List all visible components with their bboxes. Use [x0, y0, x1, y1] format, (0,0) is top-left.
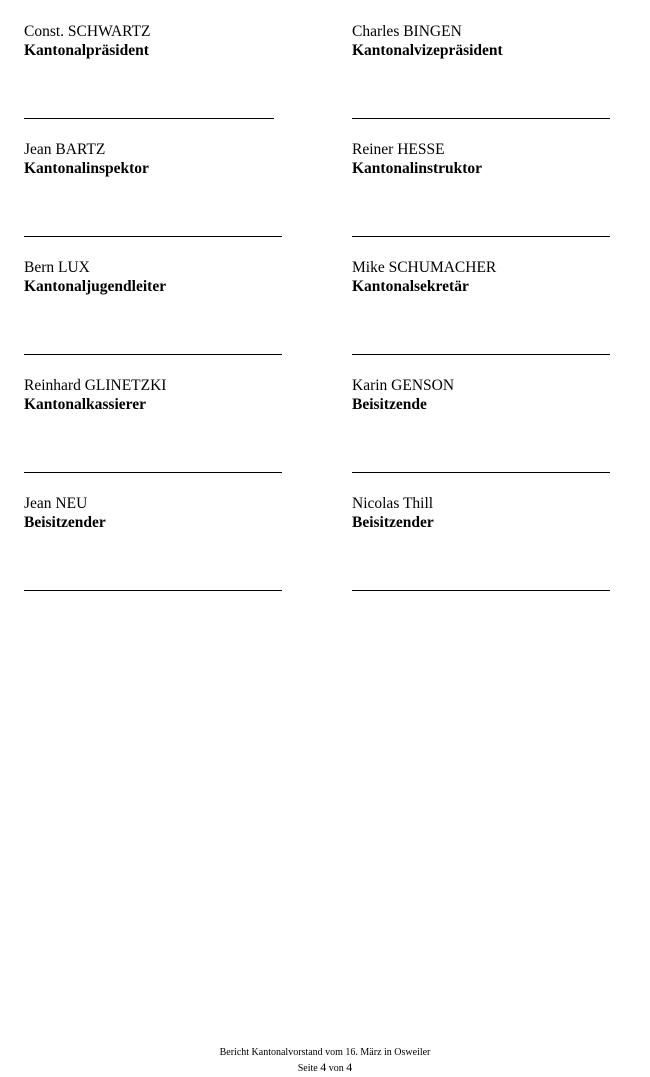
signatory-name: Reiner HESSE [352, 141, 445, 158]
signatory-block [352, 22, 622, 61]
signatory-block [24, 376, 294, 415]
signatory-role: Beisitzende [352, 396, 427, 413]
footer-report-title: Bericht Kantonalvorstand vom 16. März in Osweiler [219, 1047, 431, 1058]
signature-line [24, 236, 282, 237]
signatory-role: Beisitzender [24, 514, 106, 531]
signatory-role: Kantonalkassierer [24, 396, 146, 413]
signature-line [24, 590, 282, 591]
signature-line [24, 118, 274, 119]
signatory-role: Kantonalpräsident [24, 42, 149, 59]
signatory-role: Kantonaljugendleiter [24, 278, 167, 295]
signatory-name: Jean NEU [24, 495, 88, 512]
signatory-name: Karin GENSON [352, 377, 455, 394]
signatory-role: Beisitzender [352, 514, 434, 531]
signature-line [352, 354, 610, 355]
page-of-label: von [328, 1063, 344, 1074]
signatory-name: Charles BINGEN [352, 23, 462, 40]
signature-line [24, 472, 282, 473]
signature-line [352, 236, 610, 237]
signatory-name: Nicolas Thill [352, 495, 434, 512]
signature-line [352, 590, 610, 591]
page-current: 4 [320, 1060, 327, 1074]
signatory-name: Jean BARTZ [24, 141, 106, 158]
signature-line [352, 472, 610, 473]
signatory-block [24, 140, 294, 179]
signatory-name: Bern LUX [24, 259, 90, 276]
signatory-role: Kantonalinspektor [24, 160, 149, 177]
signatory-role: Kantonalsekretär [352, 278, 469, 295]
signatory-block [24, 258, 294, 297]
signature-line [24, 354, 282, 355]
signatory-name: Reinhard GLINETZKI [24, 377, 167, 394]
signatory-role: Kantonalinstruktor [352, 160, 483, 177]
signatory-name: Mike SCHUMACHER [352, 259, 497, 276]
signatory-block [24, 22, 294, 61]
page-indicator [0, 1060, 650, 1076]
signatory-block [352, 258, 622, 297]
signatory-block [352, 140, 622, 179]
page-total: 4 [346, 1060, 353, 1074]
page-label: Seite [297, 1063, 318, 1074]
signatory-role: Kantonalvizepräsident [352, 42, 503, 59]
signature-line [352, 118, 610, 119]
page-footer [0, 1046, 650, 1076]
signatory-block [24, 494, 294, 533]
signatory-block [352, 376, 622, 415]
signatory-name: Const. SCHWARTZ [24, 23, 151, 40]
signatory-block [352, 494, 622, 533]
